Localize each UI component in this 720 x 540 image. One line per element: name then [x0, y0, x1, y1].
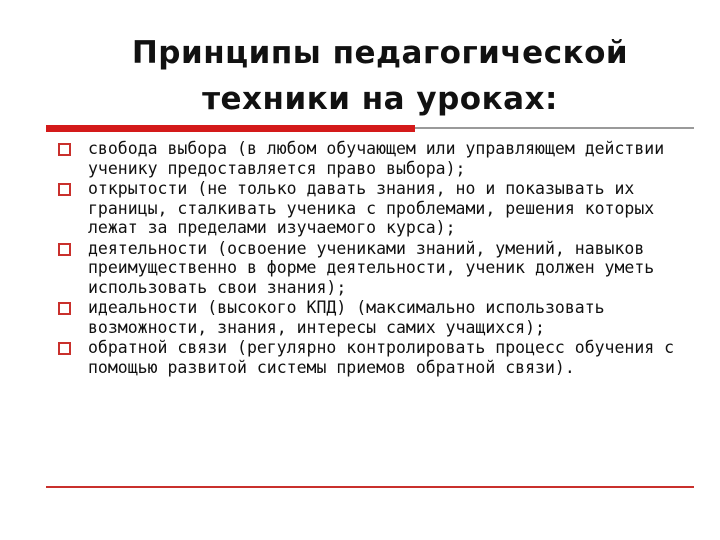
list-item-text: свобода выбора (в любом обучающем или управляющем действии ученику предоставляется право выбора);	[88, 139, 665, 178]
list-item-text: идеальности (высокого КПД) (максимально использовать возможности, знания, интересы самих учащихся);	[88, 298, 605, 337]
principles-list	[58, 139, 698, 378]
title-line-2: техники на уроках:	[202, 81, 558, 117]
title-line-1: Принципы педагогической	[131, 35, 629, 71]
hollow-square-icon	[58, 243, 71, 256]
list-item	[58, 338, 698, 377]
title-underline-accent	[46, 125, 415, 132]
list-item	[58, 298, 698, 337]
list-item	[58, 139, 698, 178]
hollow-square-icon	[58, 143, 71, 156]
list-item	[58, 179, 698, 238]
footer-rule	[46, 486, 694, 488]
hollow-square-icon	[58, 183, 71, 196]
title-underline-rule	[415, 127, 694, 129]
list-item	[58, 239, 698, 298]
list-item-text: открытости (не только давать знания, но и показывать их границы, сталкивать ученика с проблемами, решения которых лежат за пределами изучаемого курса);	[88, 179, 655, 237]
hollow-square-icon	[58, 342, 71, 355]
list-item-text: деятельности (освоение учениками знаний, умений, навыков преимущественно в форме деятельности, ученик должен уметь использовать свои знания);	[88, 238, 655, 297]
hollow-square-icon	[58, 302, 71, 315]
list-item-text: обратной связи (регулярно контролировать процесс обучения с помощью развитой системы приемов обратной связи).	[88, 338, 675, 377]
slide-title	[60, 30, 700, 122]
